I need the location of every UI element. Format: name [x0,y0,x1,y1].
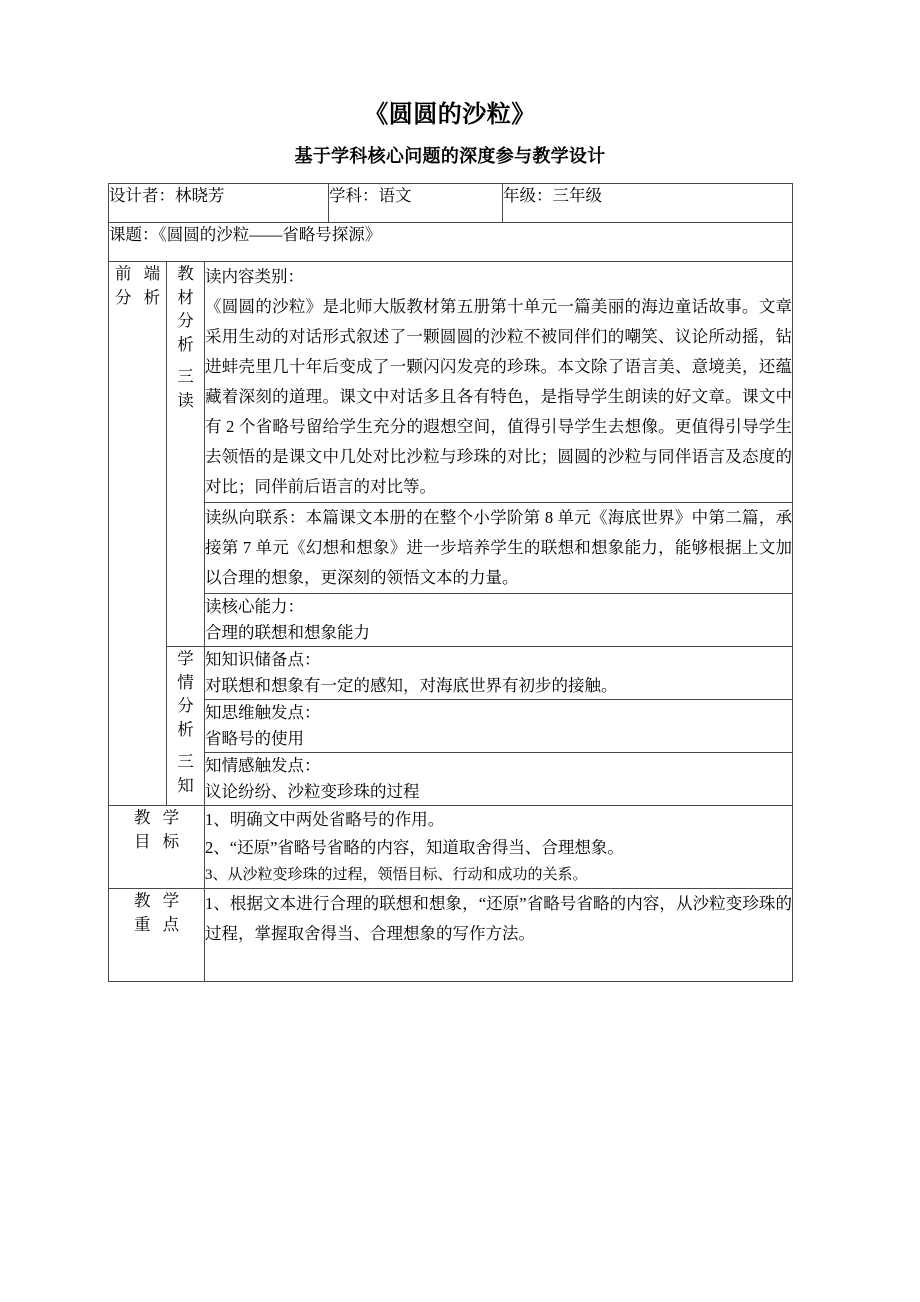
vchar: 情 [177,672,194,692]
table-row-topic [109,222,793,261]
vchar: 三 [177,367,194,387]
student-analysis-vertical-text [177,647,194,799]
table-row-content-category [109,261,793,502]
spacer [177,357,194,365]
teaching-goal-label [109,805,205,888]
teaching-goal-item-1: 1、明确文中两处省略号的作用。 [205,809,445,829]
vchar: 分 [177,311,194,331]
emotion-trigger-text: 议论纷纷、沙粒变珍珠的过程 [205,781,420,801]
front-analysis-label-line1: 前 端 [114,263,165,283]
thinking-trigger-cell [205,699,793,752]
table-row-vertical-links [109,502,793,593]
vchar: 知 [177,776,194,796]
spacer [177,742,194,750]
core-ability-heading: 读核心能力： [205,596,304,616]
grade-cell: 年级：三年级 [503,183,793,222]
table-row-emotion-trigger [109,752,793,805]
vchar: 材 [177,287,194,307]
content-category-cell [205,261,793,502]
teaching-goals-cell [205,805,793,888]
vchar: 分 [177,696,194,716]
content-category-heading: 读内容类别： [205,266,304,286]
table-row-knowledge-reserve [109,646,793,699]
topic-cell: 课题：《圆圆的沙粒——省略号探源》 [109,222,793,261]
table-row-thinking-trigger [109,699,793,752]
table-row-info [109,183,793,222]
material-analysis-label [167,261,205,646]
teaching-goal-label-line1: 教 学 [133,807,184,827]
thinking-trigger-heading: 知思维触发点： [205,702,321,722]
teaching-goal-item-2: 2、“还原”省略号省略的内容，知道取舍得当、合理想象。 [205,837,624,857]
designer-cell: 设计者：林晓芳 [109,183,329,222]
vchar: 读 [177,391,194,411]
emotion-trigger-heading: 知情感触发点： [205,755,321,775]
table-row-core-ability [109,593,793,646]
vchar: 学 [177,648,194,668]
material-analysis-vertical-text [177,262,194,414]
document-subtitle: 基于学科核心问题的深度参与教学设计 [294,146,606,167]
teaching-focus-label-line2: 重 点 [133,914,184,934]
knowledge-reserve-text: 对联想和想象有一定的感知，对海底世界有初步的接触。 [205,675,618,695]
subject-cell: 学科：语文 [329,183,503,222]
knowledge-reserve-heading: 知知识储备点： [205,649,321,669]
vertical-links-cell [205,502,793,593]
table-row-teaching-focus [109,888,793,981]
core-ability-cell [205,593,793,646]
thinking-trigger-text: 省略号的使用 [205,728,304,748]
teaching-focus-item-1: 1、根据文本进行合理的联想和想象，“还原”省略号省略的内容，从沙粒变珍珠的过程，掌握取舍得当、合理想象的写作方法。 [205,893,793,943]
student-analysis-label [167,646,205,805]
document-title: 《圆圆的沙粒》 [364,102,536,128]
front-analysis-label-line2: 分 析 [114,288,165,308]
teaching-goal-label-line2: 目 标 [133,831,184,851]
lesson-plan-table [108,183,793,982]
table-row-teaching-goals [109,805,793,888]
vertical-links-text: 读纵向联系：本篇课文本册的在整个小学阶第 8 单元《海底世界》中第二篇，承接第 7 单元《幻想和想象》进一步培养学生的联想和想象能力，能够根据上文加以合理的想象，更深刻的领悟文本的力量。 [205,507,793,587]
vchar: 析 [177,720,194,740]
teaching-focus-label-line1: 教 学 [133,890,184,910]
vchar: 析 [177,335,194,355]
vchar: 教 [177,263,194,283]
knowledge-reserve-cell [205,646,793,699]
front-analysis-label [109,261,167,805]
teaching-goal-item-3: 3、从沙粒变珍珠的过程，领悟目标、行动和成功的关系。 [205,866,588,883]
emotion-trigger-cell [205,752,793,805]
teaching-focus-cell [205,888,793,981]
document-body [108,100,792,982]
teaching-focus-label [109,888,205,981]
vchar: 三 [177,752,194,772]
core-ability-text: 合理的联想和想象能力 [205,622,370,642]
content-category-paragraph: 《圆圆的沙粒》是北师大版教材第五册第十单元一篇美丽的海边童话故事。文章采用生动的对话形式叙述了一颗圆圆的沙粒不被同伴们的嘲笑、议论所动摇，钻进蚌壳里几十年后变成了一颗闪闪发亮的珍珠。本文除了语言美、意境美，还蕴藏着深刻的道理。课文中对话多且各有特色，是指导学生朗读的好文章。课文中有 2 个省略号留给学生充分的遐想空间，值得引导学生去想像。更值得引导学生去领悟的是课文中几处对比沙粒与珍珠的对比；圆圆的沙粒与同伴语言及态度的对比；同伴前后语言的对比等。 [205,296,793,496]
